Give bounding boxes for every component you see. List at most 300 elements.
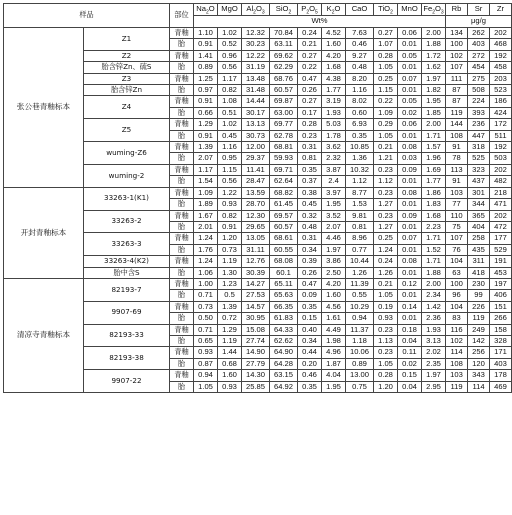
value-cell: 1.21 <box>374 153 398 164</box>
part-cell: 胎 <box>170 153 194 164</box>
value-cell: 0.09 <box>398 164 422 175</box>
part-cell: 青釉 <box>170 210 194 221</box>
part-cell: 胎 <box>170 244 194 255</box>
value-cell: 202 <box>490 210 512 221</box>
value-cell: 178 <box>490 370 512 381</box>
part-cell: 胎 <box>170 107 194 118</box>
value-cell: 62.64 <box>270 176 298 187</box>
value-cell: 1.88 <box>422 39 446 50</box>
value-cell: 218 <box>490 187 512 198</box>
value-cell: 63.15 <box>270 370 298 381</box>
part-header: 部位 <box>170 4 194 28</box>
value-cell: 91 <box>446 142 468 153</box>
value-cell: 1.08 <box>218 96 242 107</box>
value-cell: 0.25 <box>374 233 398 244</box>
value-cell: 0.12 <box>398 278 422 289</box>
value-cell: 453 <box>490 267 512 278</box>
part-cell: 青釉 <box>170 347 194 358</box>
value-cell: 0.15 <box>398 370 422 381</box>
value-cell: 0.45 <box>298 199 322 210</box>
oxide-header: $Al_2O_3$ <box>242 4 270 16</box>
value-cell: 31.11 <box>242 244 270 255</box>
value-cell: 0.01 <box>398 313 422 324</box>
value-cell: 0.23 <box>374 324 398 335</box>
value-cell: 1.85 <box>422 107 446 118</box>
value-cell: 10.85 <box>346 142 374 153</box>
value-cell: 0.22 <box>298 62 322 73</box>
value-cell: 65.63 <box>270 290 298 301</box>
value-cell: 1.77 <box>322 85 346 96</box>
value-cell: 0.25 <box>374 73 398 84</box>
composition-table <box>3 3 512 393</box>
value-cell: 1.95 <box>322 199 346 210</box>
sample-label: 82193-33 <box>84 324 170 347</box>
value-cell: 27.53 <box>242 290 270 301</box>
sample-label: 9907-69 <box>84 301 170 324</box>
value-cell: 0.23 <box>374 210 398 221</box>
value-cell: 202 <box>490 28 512 39</box>
value-cell: 96 <box>446 290 468 301</box>
value-cell: 108 <box>446 358 468 369</box>
value-cell: 0.28 <box>374 370 398 381</box>
value-cell: 8.02 <box>346 96 374 107</box>
value-cell: 1.10 <box>194 28 218 39</box>
value-cell: 8.77 <box>346 187 374 198</box>
value-cell: 0.82 <box>218 210 242 221</box>
value-cell: 0.37 <box>298 176 322 187</box>
value-cell: 108 <box>446 130 468 141</box>
value-cell: 0.60 <box>346 107 374 118</box>
value-cell: 1.36 <box>346 153 374 164</box>
value-cell: 0.45 <box>218 130 242 141</box>
value-cell: 4.56 <box>322 301 346 312</box>
value-cell: 9.27 <box>346 50 374 61</box>
value-cell: 2.07 <box>322 221 346 232</box>
value-cell: 1.39 <box>194 142 218 153</box>
value-cell: 256 <box>468 347 490 358</box>
sample-label: Z2 <box>84 50 170 61</box>
value-cell: 1.20 <box>374 381 398 392</box>
part-cell: 胎 <box>170 290 194 301</box>
value-cell: 344 <box>468 199 490 210</box>
value-cell: 0.09 <box>398 210 422 221</box>
value-cell: 1.30 <box>218 267 242 278</box>
value-cell: 12.00 <box>242 142 270 153</box>
value-cell: 1.68 <box>422 210 446 221</box>
value-cell: 0.03 <box>398 153 422 164</box>
value-cell: 503 <box>490 153 512 164</box>
value-cell: 0.21 <box>374 278 398 289</box>
part-cell: 胎 <box>170 39 194 50</box>
value-cell: 226 <box>468 301 490 312</box>
value-cell: 0.56 <box>218 176 242 187</box>
value-cell: 0.26 <box>298 85 322 96</box>
value-cell: 1.44 <box>218 347 242 358</box>
value-cell: 7.63 <box>346 28 374 39</box>
value-cell: 224 <box>468 96 490 107</box>
value-cell: 365 <box>468 210 490 221</box>
sample-label: Z4 <box>84 96 170 119</box>
value-cell: 14.30 <box>242 370 270 381</box>
value-cell: 4.46 <box>322 233 346 244</box>
value-cell: 3.62 <box>322 142 346 153</box>
value-cell: 120 <box>468 358 490 369</box>
value-cell: 1.57 <box>422 142 446 153</box>
oxide-header: $Fe_2O_3$ <box>423 4 444 16</box>
value-cell: 404 <box>468 221 490 232</box>
value-cell: 0.07 <box>398 73 422 84</box>
value-cell: 60.57 <box>270 221 298 232</box>
part-cell: 胎 <box>170 130 194 141</box>
value-cell: 0.02 <box>398 107 422 118</box>
value-cell: 171 <box>490 347 512 358</box>
value-cell: 1.71 <box>422 233 446 244</box>
value-cell: 311 <box>468 256 490 267</box>
header-row <box>4 4 512 16</box>
value-cell: 0.06 <box>398 119 422 130</box>
value-cell: 0.81 <box>346 221 374 232</box>
value-cell: 0.66 <box>194 107 218 118</box>
value-cell: 511 <box>490 130 512 141</box>
value-cell: 111 <box>446 73 468 84</box>
value-cell: 1.17 <box>218 73 242 84</box>
value-cell: 3.97 <box>322 187 346 198</box>
part-cell: 胎 <box>170 313 194 324</box>
value-cell: 1.22 <box>218 187 242 198</box>
value-cell: 62.29 <box>270 62 298 73</box>
part-cell: 青釉 <box>170 301 194 312</box>
value-cell: 13.13 <box>242 119 270 130</box>
value-cell: 437 <box>468 176 490 187</box>
value-cell: 1.05 <box>374 130 398 141</box>
value-cell: 2.32 <box>322 153 346 164</box>
value-cell: 107 <box>446 233 468 244</box>
trace-header: Zr <box>490 4 512 16</box>
value-cell: 393 <box>468 107 490 118</box>
value-cell: 0.04 <box>398 381 422 392</box>
value-cell: 151 <box>490 301 512 312</box>
value-cell: 1.06 <box>194 267 218 278</box>
value-cell: 5.03 <box>322 119 346 130</box>
value-cell: 2.36 <box>422 313 446 324</box>
value-cell: 100 <box>446 278 468 289</box>
value-cell: 1.68 <box>322 62 346 73</box>
value-cell: 0.95 <box>218 153 242 164</box>
sample-label: Z5 <box>84 119 170 142</box>
value-cell: 0.08 <box>398 256 422 267</box>
value-cell: 91 <box>446 176 468 187</box>
value-cell: 87 <box>446 85 468 96</box>
unit-trace: μg/g <box>446 16 512 28</box>
value-cell: 1.29 <box>218 324 242 335</box>
value-cell: 0.21 <box>298 39 322 50</box>
part-cell: 胎 <box>170 358 194 369</box>
value-cell: 99 <box>468 290 490 301</box>
value-cell: 1.12 <box>374 176 398 187</box>
value-cell: 1.00 <box>194 278 218 289</box>
value-cell: 0.21 <box>374 142 398 153</box>
value-cell: 0.89 <box>346 358 374 369</box>
value-cell: 12.22 <box>242 50 270 61</box>
value-cell: 197 <box>490 278 512 289</box>
value-cell: 0.47 <box>298 73 322 84</box>
oxide-header: MgO <box>218 4 242 16</box>
value-cell: 1.97 <box>422 370 446 381</box>
value-cell: 172 <box>490 119 512 130</box>
value-cell: 83 <box>446 313 468 324</box>
part-cell: 青釉 <box>170 256 194 267</box>
value-cell: 1.52 <box>422 244 446 255</box>
table-row <box>4 278 512 289</box>
sample-label: 82193-7 <box>84 278 170 301</box>
part-cell: 胎 <box>170 381 194 392</box>
sample-header: 样品 <box>4 4 170 28</box>
part-cell: 胎 <box>170 85 194 96</box>
value-cell: 0.11 <box>398 347 422 358</box>
value-cell: 12.30 <box>242 210 270 221</box>
value-cell: 0.01 <box>398 62 422 73</box>
value-cell: 1.95 <box>422 96 446 107</box>
value-cell: 0.26 <box>298 267 322 278</box>
value-cell: 66.35 <box>270 301 298 312</box>
part-cell: 青釉 <box>170 278 194 289</box>
value-cell: 471 <box>490 199 512 210</box>
oxide-header: TiO$_2$ <box>374 4 398 16</box>
part-cell: 青釉 <box>170 73 194 84</box>
value-cell: 3.86 <box>322 256 346 267</box>
value-cell: 406 <box>490 290 512 301</box>
oxide-header: CaO <box>346 4 374 16</box>
group-label: 清凉寺青釉标本 <box>4 278 84 392</box>
value-cell: 68.08 <box>270 256 298 267</box>
value-cell: 100 <box>446 39 468 50</box>
value-cell: 13.59 <box>242 187 270 198</box>
value-cell: 0.82 <box>218 85 242 96</box>
value-cell: 1.19 <box>218 335 242 346</box>
value-cell: 116 <box>446 324 468 335</box>
value-cell: 403 <box>468 39 490 50</box>
value-cell: 63 <box>446 267 468 278</box>
part-cell: 胎 <box>170 267 194 278</box>
oxide-header: $K_2O$ <box>322 4 346 16</box>
value-cell: 435 <box>468 244 490 255</box>
value-cell: 1.82 <box>422 85 446 96</box>
value-cell: 4.20 <box>322 278 346 289</box>
value-cell: 1.69 <box>422 164 446 175</box>
value-cell: 0.91 <box>194 39 218 50</box>
value-cell: 1.27 <box>374 221 398 232</box>
value-cell: 0.40 <box>298 324 322 335</box>
value-cell: 0.44 <box>298 347 322 358</box>
value-cell: 177 <box>490 233 512 244</box>
value-cell: 0.01 <box>398 85 422 96</box>
value-cell: 262 <box>468 28 490 39</box>
value-cell: 103 <box>446 187 468 198</box>
value-cell: 1.67 <box>194 210 218 221</box>
part-cell: 青釉 <box>170 142 194 153</box>
value-cell: 0.34 <box>298 335 322 346</box>
value-cell: 1.61 <box>322 313 346 324</box>
value-cell: 28.47 <box>242 176 270 187</box>
value-cell: 343 <box>468 370 490 381</box>
table-row <box>4 28 512 39</box>
value-cell: 2.02 <box>422 347 446 358</box>
group-label: 开封青釉标本 <box>4 187 84 278</box>
value-cell: 0.91 <box>194 96 218 107</box>
sample-label: 33263-4(K2) <box>84 256 170 267</box>
value-cell: 418 <box>468 267 490 278</box>
value-cell: 0.35 <box>298 381 322 392</box>
value-cell: 1.97 <box>422 73 446 84</box>
value-cell: 1.27 <box>374 199 398 210</box>
sample-label: 胎含锌Zn <box>84 85 170 96</box>
table-row <box>4 187 512 198</box>
value-cell: 28.70 <box>242 199 270 210</box>
value-cell: 144 <box>446 119 468 130</box>
value-cell: 1.09 <box>194 187 218 198</box>
value-cell: 0.52 <box>218 39 242 50</box>
value-cell: 64.33 <box>270 324 298 335</box>
value-cell: 3.13 <box>422 335 446 346</box>
value-cell: 2.35 <box>422 358 446 369</box>
value-cell: 8.20 <box>346 73 374 84</box>
value-cell: 4.38 <box>322 73 346 84</box>
value-cell: 0.38 <box>298 187 322 198</box>
value-cell: 424 <box>490 107 512 118</box>
value-cell: 0.73 <box>218 244 242 255</box>
value-cell: 0.46 <box>298 370 322 381</box>
value-cell: 0.28 <box>298 119 322 130</box>
value-cell: 27.74 <box>242 335 270 346</box>
value-cell: 0.94 <box>194 370 218 381</box>
value-cell: 1.88 <box>422 267 446 278</box>
trace-header: Sr <box>468 4 490 16</box>
value-cell: 472 <box>490 221 512 232</box>
value-cell: 10.29 <box>346 301 374 312</box>
value-cell: 0.20 <box>298 358 322 369</box>
value-cell: 63.00 <box>270 107 298 118</box>
value-cell: 3.19 <box>322 96 346 107</box>
value-cell: 1.78 <box>322 130 346 141</box>
value-cell: 1.24 <box>374 244 398 255</box>
value-cell: 1.05 <box>194 381 218 392</box>
value-cell: 75 <box>446 221 468 232</box>
value-cell: 104 <box>446 301 468 312</box>
value-cell: 61.45 <box>270 199 298 210</box>
value-cell: 1.41 <box>194 50 218 61</box>
value-cell: 301 <box>468 187 490 198</box>
value-cell: 119 <box>468 313 490 324</box>
sample-label: 9907-22 <box>84 370 170 393</box>
value-cell: 0.19 <box>374 301 398 312</box>
value-cell: 258 <box>468 233 490 244</box>
value-cell: 1.87 <box>322 358 346 369</box>
value-cell: 1.16 <box>218 142 242 153</box>
part-cell: 胎 <box>170 199 194 210</box>
value-cell: 78 <box>446 153 468 164</box>
part-cell: 青釉 <box>170 370 194 381</box>
value-cell: 1.60 <box>322 290 346 301</box>
value-cell: 9.81 <box>346 210 374 221</box>
document <box>3 3 507 393</box>
value-cell: 0.68 <box>218 358 242 369</box>
value-cell: 523 <box>490 85 512 96</box>
value-cell: 0.34 <box>298 244 322 255</box>
value-cell: 1.12 <box>346 176 374 187</box>
value-cell: 12.32 <box>242 28 270 39</box>
value-cell: 60.57 <box>270 85 298 96</box>
value-cell: 0.46 <box>346 39 374 50</box>
value-cell: 0.01 <box>398 176 422 187</box>
value-cell: 1.62 <box>422 62 446 73</box>
value-cell: 11.37 <box>346 324 374 335</box>
value-cell: 0.55 <box>346 290 374 301</box>
part-cell: 青釉 <box>170 324 194 335</box>
value-cell: 1.97 <box>322 244 346 255</box>
value-cell: 1.42 <box>422 301 446 312</box>
value-cell: 1.93 <box>322 107 346 118</box>
value-cell: 0.50 <box>194 313 218 324</box>
value-cell: 0.93 <box>194 347 218 358</box>
value-cell: 2.23 <box>422 221 446 232</box>
part-cell: 青釉 <box>170 96 194 107</box>
value-cell: 27.79 <box>242 358 270 369</box>
value-cell: 68.76 <box>270 73 298 84</box>
value-cell: 31.48 <box>242 85 270 96</box>
value-cell: 2.34 <box>422 290 446 301</box>
value-cell: 68.61 <box>270 233 298 244</box>
value-cell: 0.27 <box>298 96 322 107</box>
value-cell: 1.29 <box>194 119 218 130</box>
value-cell: 0.05 <box>398 50 422 61</box>
value-cell: 0.93 <box>218 381 242 392</box>
value-cell: 3.52 <box>322 210 346 221</box>
value-cell: 11.41 <box>242 164 270 175</box>
value-cell: 1.76 <box>194 244 218 255</box>
value-cell: 25.85 <box>242 381 270 392</box>
value-cell: 102 <box>446 50 468 61</box>
value-cell: 0.23 <box>298 130 322 141</box>
sample-label: wuming-2 <box>84 164 170 187</box>
value-cell: 69.57 <box>270 210 298 221</box>
value-cell: 30.73 <box>242 130 270 141</box>
value-cell: 14.57 <box>242 301 270 312</box>
value-cell: 0.91 <box>218 221 242 232</box>
value-cell: 1.71 <box>422 256 446 267</box>
value-cell: 4.49 <box>322 324 346 335</box>
value-cell: 0.27 <box>298 50 322 61</box>
value-cell: 4.96 <box>322 347 346 358</box>
value-cell: 0.01 <box>398 130 422 141</box>
value-cell: 1.05 <box>374 358 398 369</box>
value-cell: 186 <box>490 96 512 107</box>
sample-label: 82193-38 <box>84 347 170 370</box>
value-cell: 1.24 <box>194 256 218 267</box>
value-cell: 2.95 <box>422 381 446 392</box>
sample-label: Z3 <box>84 73 170 84</box>
value-cell: 12.76 <box>242 256 270 267</box>
value-cell: 1.26 <box>374 267 398 278</box>
value-cell: 454 <box>468 62 490 73</box>
value-cell: 0.48 <box>346 62 374 73</box>
value-cell: 107 <box>446 62 468 73</box>
value-cell: 266 <box>490 313 512 324</box>
value-cell: 1.98 <box>322 335 346 346</box>
value-cell: 0.31 <box>298 233 322 244</box>
value-cell: 0.87 <box>194 358 218 369</box>
value-cell: 63.11 <box>270 39 298 50</box>
unit-major: Wt% <box>194 16 446 28</box>
